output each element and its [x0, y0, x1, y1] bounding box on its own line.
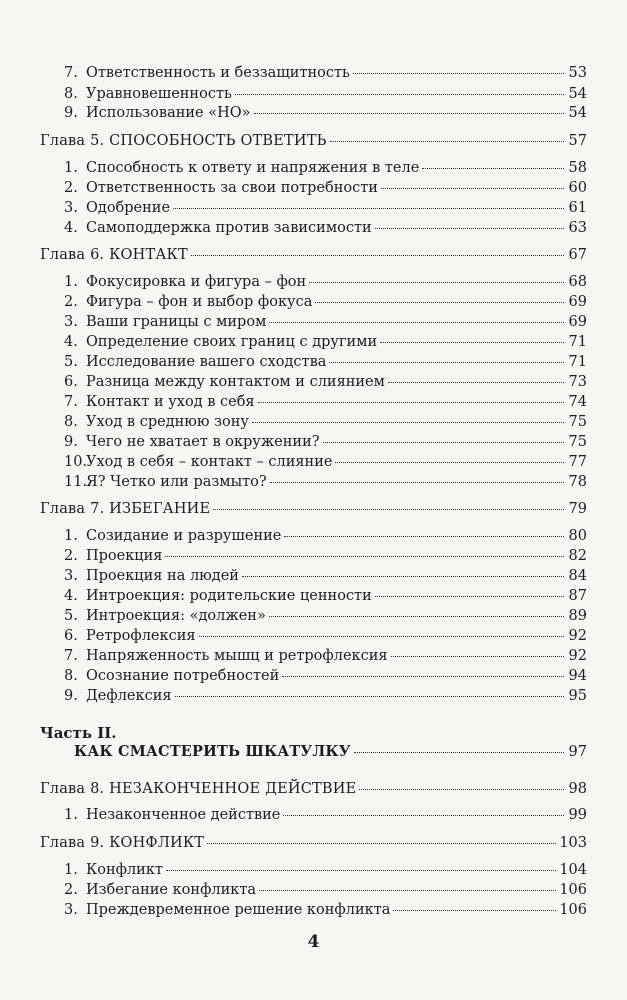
- entry-title: Избегание конфликта: [86, 882, 257, 898]
- entry-number: 4.: [64, 334, 78, 350]
- entry-number: 2.: [64, 294, 78, 310]
- entry-number: 2.: [64, 180, 78, 196]
- toc-entry: [64, 527, 587, 545]
- leader-dots: [323, 442, 564, 443]
- leader-dots: [422, 168, 564, 169]
- entry-title: Одобрение: [86, 200, 171, 216]
- toc-entry: [64, 219, 587, 237]
- chapter-title: Глава 9. КОНФЛИКТ: [40, 835, 205, 851]
- entry-number: 10.: [64, 454, 88, 470]
- entry-title: Уравновешенность: [86, 86, 232, 102]
- leader-dots: [166, 870, 556, 871]
- entry-title: Уход в себя – контакт – слияние: [86, 454, 333, 470]
- entry-number: 8.: [64, 86, 78, 102]
- toc-entry: [64, 881, 587, 899]
- entry-title: Интроекция: «должен»: [86, 608, 266, 624]
- leader-dots: [375, 228, 564, 229]
- toc-entry: [64, 433, 587, 451]
- entry-page: 80: [568, 528, 587, 544]
- page-number: 4: [307, 932, 320, 952]
- entry-title: Конфликт: [86, 862, 163, 878]
- entry-title: Способность к ответу и напряжения в теле: [86, 160, 420, 176]
- entry-number: 6.: [64, 628, 78, 644]
- leader-dots: [191, 255, 564, 256]
- leader-dots: [359, 789, 564, 790]
- entry-page: 69: [568, 314, 587, 330]
- toc-entry: [64, 64, 587, 82]
- entry-page: 106: [559, 882, 587, 898]
- chapter-title: Глава 6. КОНТАКТ: [40, 247, 188, 263]
- entry-page: 58: [568, 160, 587, 176]
- entry-title: Уход в среднюю зону: [86, 414, 249, 430]
- entry-number: 9.: [64, 105, 78, 121]
- leader-dots: [270, 482, 564, 483]
- entry-number: 1.: [64, 274, 78, 290]
- chapter-title: Глава 7. ИЗБЕГАНИЕ: [40, 501, 211, 517]
- leader-dots: [269, 616, 564, 617]
- entry-page: 78: [568, 474, 587, 490]
- entry-number: 7.: [64, 394, 78, 410]
- entry-page: 69: [568, 294, 587, 310]
- leader-dots: [380, 342, 564, 343]
- entry-page: 106: [559, 902, 587, 918]
- entry-page: 53: [568, 65, 587, 81]
- toc-chapter: [40, 246, 587, 264]
- leader-dots: [207, 843, 556, 844]
- entry-title: Я? Четко или размыто?: [86, 474, 267, 490]
- leader-dots: [388, 382, 564, 383]
- toc-entry: [64, 687, 587, 705]
- entry-page: 54: [568, 86, 587, 102]
- leader-dots: [252, 422, 564, 423]
- leader-dots: [259, 890, 556, 891]
- toc-entry: [64, 413, 587, 431]
- entry-number: 1.: [64, 862, 78, 878]
- entry-title: Напряженность мышц и ретрофлексия: [86, 648, 388, 664]
- toc-entry: [64, 627, 587, 645]
- entry-number: 3.: [64, 314, 78, 330]
- leader-dots: [254, 113, 564, 114]
- leader-dots: [283, 815, 564, 816]
- leader-dots: [393, 910, 556, 911]
- toc-chapter: [40, 132, 587, 150]
- toc-entry: [64, 587, 587, 605]
- toc-entry: [64, 373, 587, 391]
- entry-page: 104: [559, 862, 587, 878]
- leader-dots: [375, 596, 564, 597]
- entry-number: 3.: [64, 902, 78, 918]
- chapter-page: 98: [568, 781, 587, 797]
- entry-number: 1.: [64, 807, 78, 823]
- toc-entry: [64, 647, 587, 665]
- entry-title: Исследование вашего сходства: [86, 354, 327, 370]
- entry-page: 89: [568, 608, 587, 624]
- entry-title: Проекция на людей: [86, 568, 239, 584]
- entry-number: 3.: [64, 568, 78, 584]
- entry-page: 61: [568, 200, 587, 216]
- entry-page: 92: [568, 648, 587, 664]
- entry-title: Самоподдержка против зависимости: [86, 220, 372, 236]
- leader-dots: [329, 362, 564, 363]
- entry-title: Интроекция: родительские ценности: [86, 588, 372, 604]
- entry-number: 4.: [64, 588, 78, 604]
- leader-dots: [258, 402, 564, 403]
- leader-dots: [335, 462, 564, 463]
- leader-dots: [309, 282, 564, 283]
- entry-page: 94: [568, 668, 587, 684]
- toc-part-title: [74, 743, 587, 761]
- toc-entry: [64, 667, 587, 685]
- part-title: КАК СМАСТЕРИТЬ ШКАТУЛКУ: [74, 743, 351, 760]
- entry-page: 63: [568, 220, 587, 236]
- toc-entry: [64, 313, 587, 331]
- entry-page: 75: [568, 434, 587, 450]
- entry-page: 82: [568, 548, 587, 564]
- entry-title: Фокусировка и фигура – фон: [86, 274, 307, 290]
- entry-title: Созидание и разрушение: [86, 528, 282, 544]
- toc-chapter: [40, 834, 587, 852]
- entry-page: 75: [568, 414, 587, 430]
- leader-dots: [391, 656, 564, 657]
- chapter-page: 79: [568, 501, 587, 517]
- entry-title: Преждевременное решение конфликта: [86, 902, 391, 918]
- entry-page: 74: [568, 394, 587, 410]
- leader-dots: [269, 322, 564, 323]
- chapter-page: 67: [568, 247, 587, 263]
- entry-title: Фигура – фон и выбор фокуса: [86, 294, 313, 310]
- leader-dots: [242, 576, 564, 577]
- toc-entry: [64, 273, 587, 291]
- toc-entry: [64, 199, 587, 217]
- leader-dots: [353, 73, 564, 74]
- toc-entry: [64, 567, 587, 585]
- leader-dots: [173, 208, 564, 209]
- leader-dots: [330, 141, 564, 142]
- entry-number: 1.: [64, 528, 78, 544]
- entry-page: 77: [568, 454, 587, 470]
- toc-entry: [64, 901, 587, 919]
- leader-dots: [284, 536, 564, 537]
- entry-number: 5.: [64, 608, 78, 624]
- toc-entry: [64, 104, 587, 122]
- entry-title: Контакт и уход в себя: [86, 394, 255, 410]
- leader-dots: [381, 188, 564, 189]
- leader-dots: [199, 636, 564, 637]
- chapter-title: Глава 8. НЕЗАКОНЧЕННОЕ ДЕЙСТВИЕ: [40, 781, 357, 797]
- entry-number: 8.: [64, 414, 78, 430]
- entry-page: 73: [568, 374, 587, 390]
- entry-number: 9.: [64, 434, 78, 450]
- entry-title: Определение своих границ с другими: [86, 334, 378, 350]
- entry-title: Использование «НО»: [86, 105, 251, 121]
- entry-page: 68: [568, 274, 587, 290]
- entry-page: 99: [568, 807, 587, 823]
- entry-page: 84: [568, 568, 587, 584]
- toc-chapter: [40, 780, 587, 798]
- entry-page: 54: [568, 105, 587, 121]
- leader-dots: [315, 302, 564, 303]
- entry-number: 1.: [64, 160, 78, 176]
- entry-title: Ответственность за свои потребности: [86, 180, 378, 196]
- leader-dots: [282, 676, 564, 677]
- entry-number: 4.: [64, 220, 78, 236]
- entry-title: Осознание потребностей: [86, 668, 280, 684]
- toc-chapter: [40, 500, 587, 518]
- chapter-page: 57: [568, 133, 587, 149]
- entry-title: Незаконченное действие: [86, 807, 281, 823]
- chapter-page: 103: [559, 835, 587, 851]
- toc-entry: [64, 293, 587, 311]
- toc-entry: [64, 333, 587, 351]
- entry-number: 7.: [64, 65, 78, 81]
- toc-entry: [64, 861, 587, 879]
- entry-page: 95: [568, 688, 587, 704]
- toc-entry: [64, 453, 587, 471]
- toc-entry: [64, 159, 587, 177]
- entry-title: Чего не хватает в окружении?: [86, 434, 320, 450]
- entry-title: Ваши границы с миром: [86, 314, 267, 330]
- entry-number: 6.: [64, 374, 78, 390]
- entry-title: Проекция: [86, 548, 163, 564]
- entry-title: Ретрофлексия: [86, 628, 196, 644]
- toc-entry: [64, 806, 587, 824]
- leader-dots: [235, 94, 564, 95]
- entry-title: Разница между контактом и слиянием: [86, 374, 385, 390]
- toc-entry: [64, 473, 587, 491]
- toc-entry: [64, 179, 587, 197]
- entry-page: 71: [568, 334, 587, 350]
- entry-number: 2.: [64, 548, 78, 564]
- leader-dots: [165, 556, 564, 557]
- entry-title: Ответственность и беззащитность: [86, 65, 350, 81]
- entry-page: 87: [568, 588, 587, 604]
- entry-page: 60: [568, 180, 587, 196]
- entry-number: 11.: [64, 474, 88, 490]
- entry-number: 5.: [64, 354, 78, 370]
- toc-entry: [64, 85, 587, 103]
- toc-entry: [64, 393, 587, 411]
- toc-entry: [64, 353, 587, 371]
- entry-page: 71: [568, 354, 587, 370]
- leader-dots: [175, 696, 564, 697]
- part-page: 97: [568, 744, 587, 760]
- toc-entry: [64, 607, 587, 625]
- entry-number: 2.: [64, 882, 78, 898]
- part-label: Часть II.: [40, 724, 117, 742]
- chapter-title: Глава 5. СПОСОБНОСТЬ ОТВЕТИТЬ: [40, 133, 327, 149]
- entry-number: 8.: [64, 668, 78, 684]
- leader-dots: [213, 509, 564, 510]
- toc-entry: [64, 547, 587, 565]
- entry-number: 9.: [64, 688, 78, 704]
- leader-dots: [354, 752, 564, 753]
- entry-number: 3.: [64, 200, 78, 216]
- entry-page: 92: [568, 628, 587, 644]
- entry-number: 7.: [64, 648, 78, 664]
- entry-title: Дефлексия: [86, 688, 172, 704]
